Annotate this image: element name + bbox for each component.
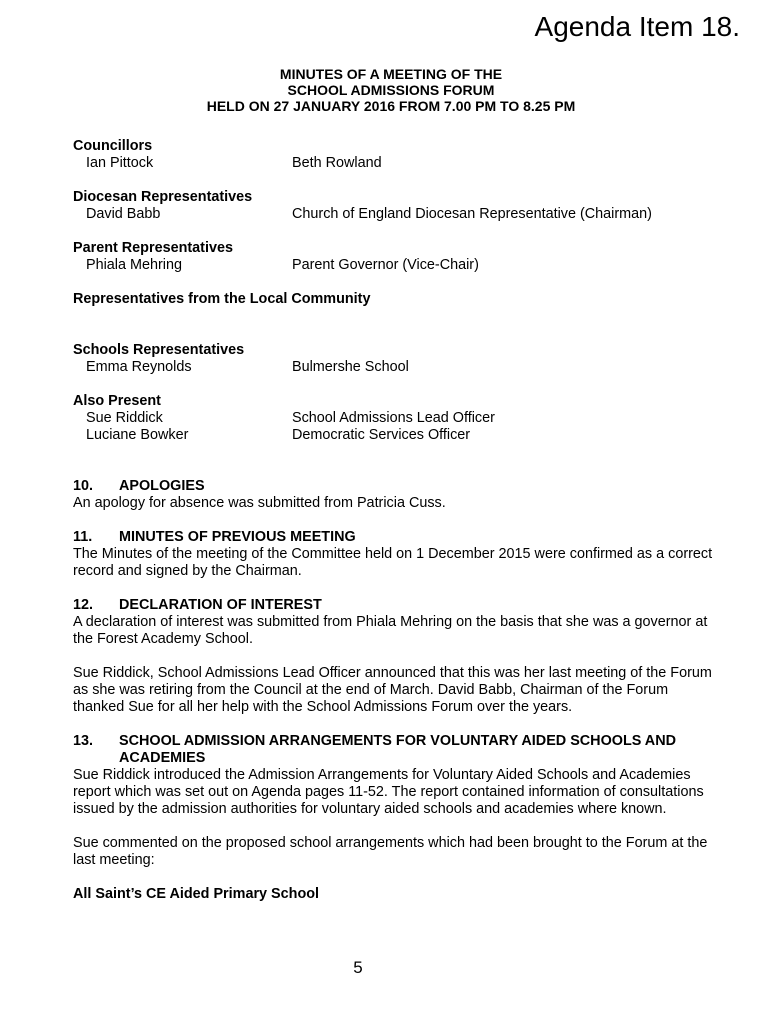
item-number: 12. <box>73 597 94 613</box>
agenda-items <box>73 478 713 903</box>
item-heading <box>73 478 713 495</box>
community-group <box>73 291 713 308</box>
item-number: 11. <box>73 529 93 545</box>
title-line-3: HELD ON 27 JANUARY 2016 FROM 7.00 PM TO 8.25 PM <box>206 98 576 114</box>
diocesan-group <box>73 189 713 223</box>
item-minutes <box>73 529 713 580</box>
attendee-row <box>73 257 713 274</box>
page-number <box>0 958 768 978</box>
community-heading: Representatives from the Local Community <box>73 291 371 307</box>
item-paragraph: An apology for absence was submitted from Patricia Cuss. <box>73 495 446 511</box>
attendee-name: David Babb <box>86 206 161 222</box>
item-heading <box>73 597 713 614</box>
item-declaration <box>73 597 713 716</box>
also-present-heading: Also Present <box>73 393 161 409</box>
councillors-heading: Councillors <box>73 138 153 154</box>
attendee-row <box>73 206 713 223</box>
item-number: 10. <box>73 478 94 494</box>
attendee-role: School Admissions Lead Officer <box>292 410 495 426</box>
page-number-text: 5 <box>353 958 363 977</box>
item-heading <box>73 529 713 546</box>
attendee-name: Emma Reynolds <box>86 359 192 375</box>
attendee-row <box>73 427 713 444</box>
councillors-group <box>73 138 713 172</box>
attendee-role: Church of England Diocesan Representative (Chairman) <box>292 206 652 222</box>
item-paragraph: A declaration of interest was submitted from Phiala Mehring on the basis that she was a governor at the Forest Academy School. <box>73 614 708 647</box>
also-present-group <box>73 393 713 444</box>
item-title: MINUTES OF PREVIOUS MEETING <box>119 529 356 545</box>
document-title <box>69 66 713 114</box>
schools-group <box>73 342 713 376</box>
attendee-row <box>73 410 713 427</box>
school-subheading: All Saint’s CE Aided Primary School <box>73 886 320 902</box>
attendee-role: Parent Governor (Vice-Chair) <box>292 257 479 273</box>
parent-heading: Parent Representatives <box>73 240 233 256</box>
item-apologies <box>73 478 713 512</box>
parent-group <box>73 240 713 274</box>
attendees-section <box>73 138 713 444</box>
schools-heading: Schools Representatives <box>73 342 245 358</box>
item-paragraph: The Minutes of the meeting of the Committee held on 1 December 2015 were confirmed as a correct record and signed by the Chairman. <box>73 546 713 579</box>
attendee-name: Ian Pittock <box>86 155 154 171</box>
attendee-name: Sue Riddick <box>86 410 163 426</box>
item-title: DECLARATION OF INTEREST <box>119 597 322 613</box>
item-title: SCHOOL ADMISSION ARRANGEMENTS FOR VOLUNTARY AIDED SCHOOLS AND ACADEMIES <box>119 733 676 766</box>
diocesan-heading: Diocesan Representatives <box>73 189 253 205</box>
attendee-name: Phiala Mehring <box>86 257 182 273</box>
item-number: 13. <box>73 733 94 749</box>
attendee-role: Beth Rowland <box>292 155 382 171</box>
item-heading <box>73 733 713 767</box>
attendee-role: Democratic Services Officer <box>292 427 471 443</box>
title-line-1: MINUTES OF A MEETING OF THE <box>279 66 503 82</box>
item-paragraph: Sue Riddick, School Admissions Lead Officer announced that this was her last meeting of the Forum as she was retiring from the Council at the end of March. David Babb, Chairman of the Forum thanked Sue for all her help with the School Admissions Forum over the years. <box>73 665 712 715</box>
attendee-row <box>73 155 713 172</box>
item-paragraph: Sue commented on the proposed school arrangements which had been brought to the Forum at the last meeting: <box>73 835 708 868</box>
item-title: APOLOGIES <box>119 478 205 494</box>
attendee-role: Bulmershe School <box>292 359 409 375</box>
agenda-item-tag: Agenda Item 18. <box>534 11 740 42</box>
minutes-document <box>73 66 713 920</box>
item-admissions <box>73 733 713 903</box>
attendee-name: Luciane Bowker <box>86 427 189 443</box>
title-line-2: SCHOOL ADMISSIONS FORUM <box>287 82 495 98</box>
attendee-row <box>73 359 713 376</box>
item-paragraph: Sue Riddick introduced the Admission Arrangements for Voluntary Aided Schools and Academies report which was set out on Agenda pages 11-52. The report contained information of consultations issued by the admission authorities for voluntary aided schools and academies where known. <box>73 767 704 817</box>
